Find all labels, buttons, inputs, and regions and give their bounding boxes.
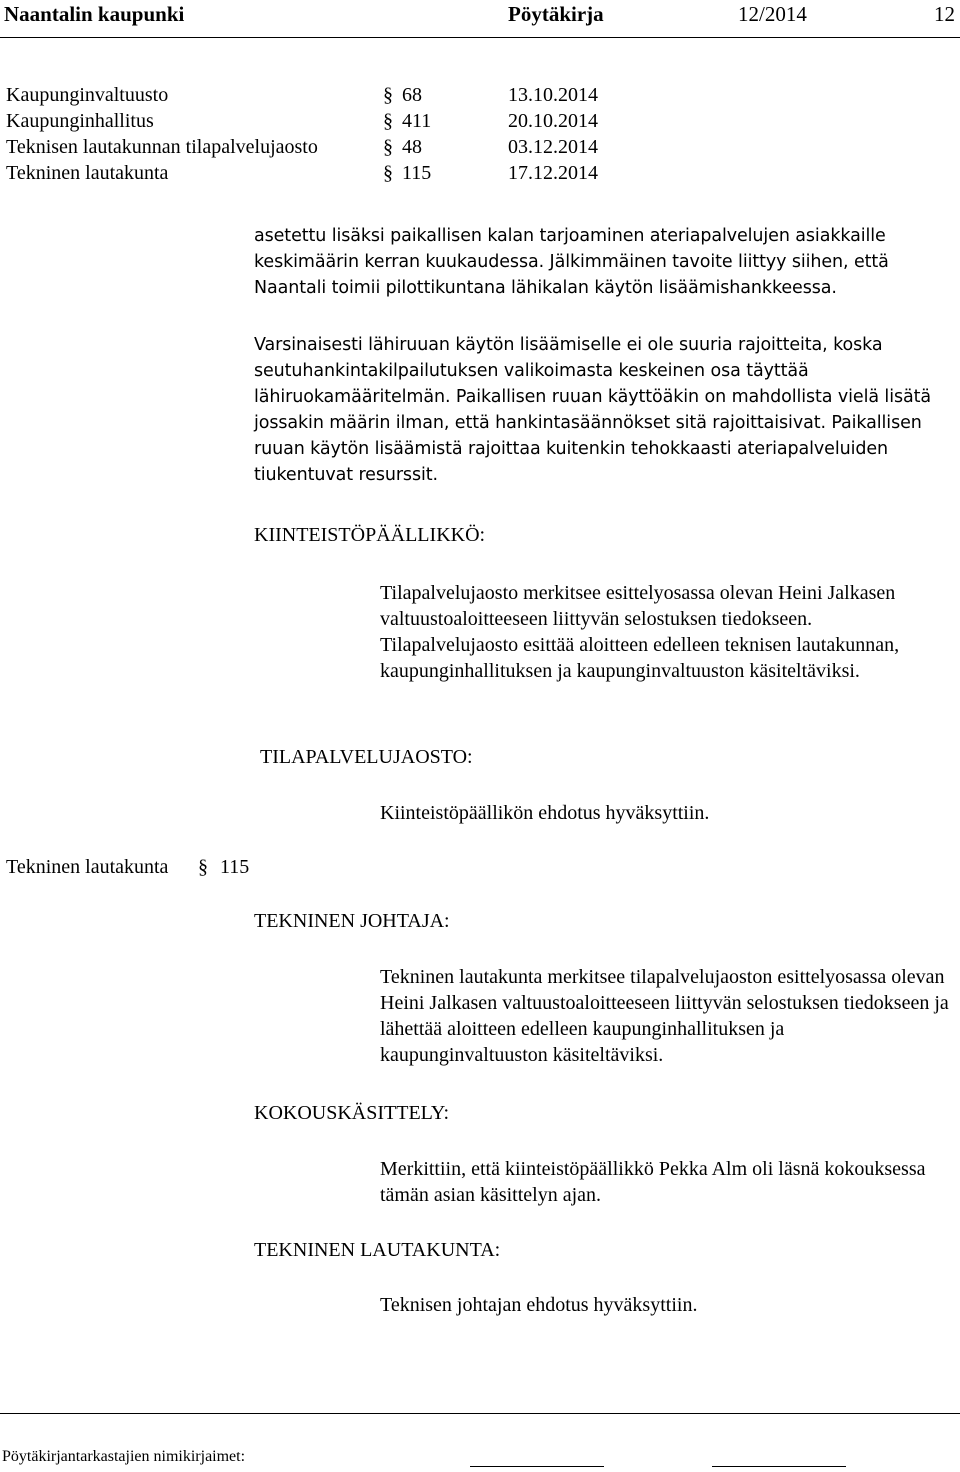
- meeting-body: Teknisen lautakunnan tilapalvelujaosto: [6, 136, 318, 158]
- initials-line: [712, 1466, 846, 1467]
- section-sign-icon: §: [383, 136, 393, 158]
- proposal-text: [380, 964, 952, 1068]
- meeting-date: 13.10.2014: [508, 84, 598, 106]
- proceedings-text: [380, 1156, 952, 1208]
- meeting-body: Kaupunginvaltuusto: [6, 84, 169, 106]
- organization-name: Naantalin kaupunki: [4, 2, 185, 26]
- meeting-date: 20.10.2014: [508, 110, 598, 132]
- meeting-number: 411: [402, 110, 432, 132]
- decision-text: Teknisen johtajan ehdotus hyväksyttiin.: [380, 1294, 698, 1316]
- footer-divider: [0, 1413, 960, 1414]
- paragraph-text: Varsinaisesti lähiruuan käytön lisäämiselle ei ole suuria rajoitteita, koska seutuhankintakilpailutuksen valikoimasta keskeinen osa täyttää lähiruokamääritelmän. Paikallisen ruuan käyttöäkin on mahdollista vielä lisätä jossakin määrin ilman, että hankintasäännökset sitä rajoittaisivat. Paikallisen ruuan käytön lisäämistä rajoittaa kuitenkin tehokkaasti ateriapalveluiden tiukentuvat resurssit.: [254, 335, 931, 485]
- page-number: 12: [934, 2, 955, 26]
- section-heading: TILAPALVELUJAOSTO:: [260, 746, 473, 768]
- meeting-number: 115: [402, 162, 432, 184]
- meeting-reference: Tekninen lautakunta: [6, 856, 169, 878]
- meeting-reference-number: 115: [220, 856, 250, 878]
- meeting-date: 17.12.2014: [508, 162, 598, 184]
- meeting-body: Tekninen lautakunta: [6, 162, 169, 184]
- footer-label: Pöytäkirjantarkastajien nimikirjaimet:: [2, 1448, 246, 1465]
- section-heading: TEKNINEN JOHTAJA:: [254, 910, 450, 932]
- section-sign-icon: §: [383, 110, 393, 132]
- meeting-number: 68: [402, 84, 422, 106]
- section-sign-icon: §: [383, 162, 393, 184]
- section-heading: KIINTEISTÖPÄÄLLIKKÖ:: [254, 524, 486, 546]
- initials-line: [470, 1466, 604, 1467]
- body-paragraph: [254, 332, 954, 488]
- meeting-date: 03.12.2014: [508, 136, 598, 158]
- header-divider: [0, 37, 960, 38]
- paragraph-text: Merkittiin, että kiinteistöpäällikkö Pekka Alm oli läsnä kokouksessa tämän asian käsittelyn ajan.: [380, 1158, 926, 1206]
- section-heading: KOKOUSKÄSITTELY:: [254, 1102, 450, 1124]
- section-sign-icon: §: [198, 856, 208, 878]
- paragraph-text: asetettu lisäksi paikallisen kalan tarjoaminen ateriapalvelujen asiakkaille keskimäärin kerran kuukaudessa. Jälkimmäinen tavoite liittyy siihen, että Naantali toimii pilottikuntana lähikalan käytön lisäämishankkeessa.: [254, 226, 889, 298]
- document-number: 12/2014: [738, 2, 807, 26]
- proposal-text: [380, 580, 952, 684]
- paragraph-text: Tilapalvelujaosto merkitsee esittelyosassa olevan Heini Jalkasen valtuustoaloitteeseen liittyvän selostuksen tiedokseen. Tilapalvelujaosto esittää aloitteen edelleen teknisen lautakunnan, kaupunginhallituksen ja kaupunginvaltuuston käsiteltäviksi.: [380, 582, 900, 682]
- body-paragraph: [254, 223, 954, 301]
- paragraph-text: Tekninen lautakunta merkitsee tilapalvelujaoston esittelyosassa olevan Heini Jalkasen valtuustoaloitteeseen liittyvän selostuksen tiedokseen ja lähettää aloitteen edelleen kaupunginhallituksen ja kaupunginvaltuuston käsiteltäviksi.: [380, 966, 949, 1066]
- meeting-body: Kaupunginhallitus: [6, 110, 154, 132]
- section-heading: TEKNINEN LAUTAKUNTA:: [254, 1239, 501, 1261]
- meeting-number: 48: [402, 136, 422, 158]
- document-type: Pöytäkirja: [508, 2, 604, 26]
- decision-text: Kiinteistöpäällikön ehdotus hyväksyttiin.: [380, 802, 710, 824]
- section-sign-icon: §: [383, 84, 393, 106]
